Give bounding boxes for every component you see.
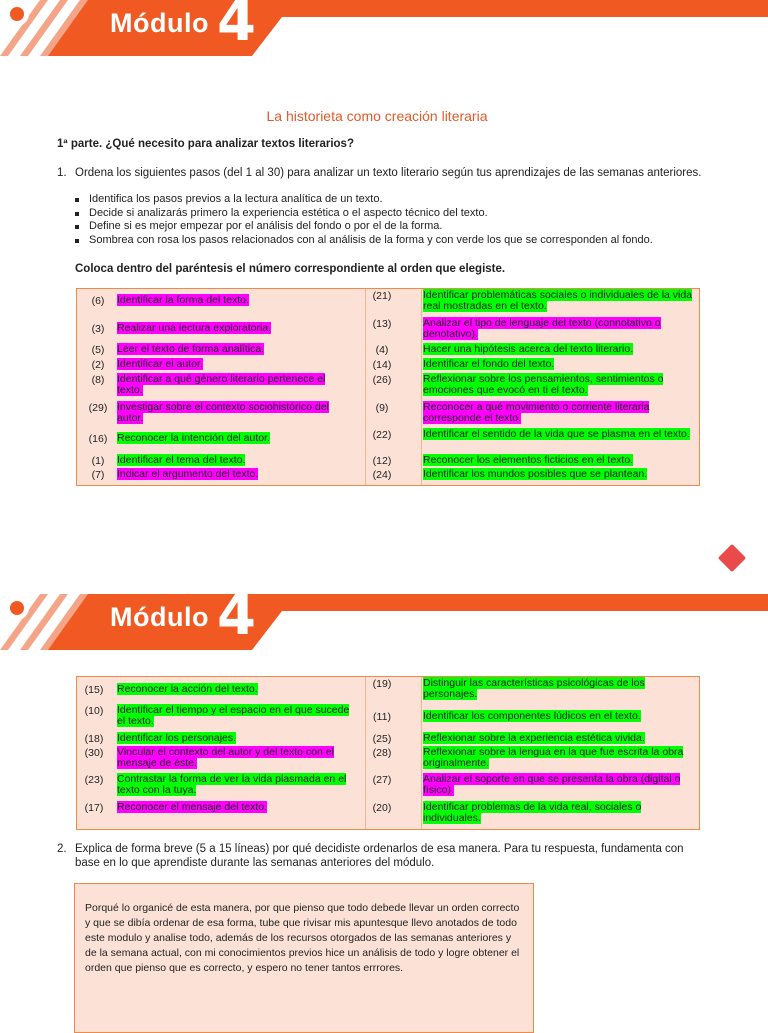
step-text: Identificar la forma del texto. xyxy=(117,294,249,306)
step-text: Reconocer el mensaje del texto. xyxy=(117,801,267,813)
order-number[interactable]: (3) xyxy=(91,323,105,335)
step-text: Identificar problemas de la vida real, sociales o individuales. xyxy=(423,801,642,825)
step-text: Reflexionar sobre los pensamientos, sentimientos o emociones que evocó en ti el texto. xyxy=(423,373,664,397)
bullet-item: Define si es mejor empezar por el análisis del fondo o por el de la forma. xyxy=(75,220,653,234)
bullet-item: Decide si analizarás primero la experiencia estética o el aspecto técnico del texto. xyxy=(75,207,653,221)
order-number[interactable]: (20) xyxy=(372,802,392,814)
step-text: Reconocer la acción del texto. xyxy=(117,683,258,695)
step-text: Identificar el tiempo y el espacio en el que sucede el texto. xyxy=(117,704,350,728)
step-text: Vincular el contexto del autor y del texto con el mensaje de éste. xyxy=(117,746,334,770)
step-text: Indicar el argumento del texto. xyxy=(117,468,259,480)
order-number[interactable]: (29) xyxy=(88,402,108,414)
order-number[interactable]: (6) xyxy=(91,295,105,307)
bullet-list xyxy=(75,193,653,247)
part-heading: 1ª parte. ¿Qué necesito para analizar textos literarios? xyxy=(57,138,354,150)
order-number[interactable]: (9) xyxy=(375,402,389,414)
steps-table-2 xyxy=(76,676,700,830)
step-text: Analizar el tipo de lenguaje del texto (connotativo o denotativo). xyxy=(423,317,661,341)
step-text: Reconocer a qué movimiento o corriente literaria corresponde el texto. xyxy=(423,401,650,425)
step-text: Identificar los mundos posibles que se plantean. xyxy=(423,468,648,480)
step-text: Leer el texto de forma analítica. xyxy=(117,343,265,355)
order-number[interactable]: (24) xyxy=(372,469,392,481)
order-number[interactable]: (28) xyxy=(372,747,392,759)
step-text: Reconocer los elementos ficticios en el texto. xyxy=(423,454,634,466)
item2-number: 2. xyxy=(57,843,67,855)
page-marker-icon xyxy=(718,544,746,572)
bullet-item: Sombrea con rosa los pasos relacionados con al análisis de la forma y con verde los que se corresponden al fondo. xyxy=(75,234,653,248)
order-number[interactable]: (12) xyxy=(372,455,392,467)
order-number[interactable]: (17) xyxy=(84,802,104,814)
step-text: Realizar una lectura exploratoria. xyxy=(117,322,272,334)
order-number[interactable]: (22) xyxy=(372,429,392,441)
module-number: 4 xyxy=(217,0,256,54)
module-banner-top xyxy=(0,0,768,56)
order-number[interactable]: (15) xyxy=(84,684,104,696)
order-number[interactable]: (1) xyxy=(91,455,105,467)
order-number[interactable]: (27) xyxy=(372,774,392,786)
step-text: Reconocer la intención del autor. xyxy=(117,432,270,444)
table-instruction: Coloca dentro del paréntesis el número correspondiente al orden que elegiste. xyxy=(75,263,506,275)
order-number[interactable]: (2) xyxy=(91,359,105,371)
order-number[interactable]: (7) xyxy=(91,469,105,481)
item2-text: Explica de forma breve (5 a 15 líneas) por qué decidiste ordenarlos de esa manera. Para tu respuesta, fundamenta con base en lo que aprendiste durante las semanas anteriores del módulo. xyxy=(75,843,684,869)
order-number[interactable]: (16) xyxy=(88,433,108,445)
page-title: La historieta como creación literaria xyxy=(266,108,488,124)
step-text: Identificar el fondo del texto. xyxy=(423,358,555,370)
order-number[interactable]: (11) xyxy=(373,711,391,723)
step-text: Identificar problemáticas sociales o individuales de la vida real mostradas en el texto. xyxy=(423,289,693,313)
step-text: Reflexionar sobre la experiencia estética vivida. xyxy=(423,732,645,744)
step-text: Identificar los componentes lúdicos en el texto. xyxy=(423,710,641,722)
bullet-item: Identifica los pasos previos a la lectura analítica de un texto. xyxy=(75,193,653,207)
step-text: Distinguir las características psicológicas de los personajes. xyxy=(423,677,645,701)
module-label: Módulo xyxy=(110,602,209,632)
step-text: Identificar los personajes. xyxy=(117,732,237,744)
order-number[interactable]: (5) xyxy=(91,344,105,356)
order-number[interactable]: (30) xyxy=(84,747,104,759)
module-number: 4 xyxy=(217,594,256,648)
order-number[interactable]: (21) xyxy=(372,290,392,302)
step-text: Identificar el autor. xyxy=(117,358,203,370)
order-number[interactable]: (23) xyxy=(84,774,104,786)
item1-number: 1. xyxy=(57,167,67,179)
order-number[interactable]: (10) xyxy=(84,705,104,717)
answer-box[interactable]: Porqué lo organicé de esta manera, por que pienso que todo debede llevar un orden correcto y que se dibía ordenar de esa forma, tube que rivisar mis apuntesque llevo anotados de todo este modulo y analise todo, además de los recursos otorgados de las semanas anteriores y de la semana actual, con mi conocimientos previos hice un análisis de todo y logre obtener el orden que pienso que es correcto, y espero no tener tantos errrores. xyxy=(74,883,534,1033)
step-text: Analizar el soporte en que se presenta la obra (digital o físico). xyxy=(423,773,681,797)
steps-table-1 xyxy=(76,288,700,486)
order-number[interactable]: (25) xyxy=(372,733,392,745)
module-banner-second xyxy=(0,594,768,650)
step-text: Identificar el sentido de la vida que se plasma en el texto. xyxy=(423,428,690,440)
step-text: Hacer una hipótesis acerca del texto literario. xyxy=(423,343,634,355)
step-text: Identificar a qué género literario pertenece el texto. xyxy=(117,373,326,397)
item1-text: Ordena los siguientes pasos (del 1 al 30) para analizar un texto literario según tus aprendizajes de las semanas anteriores. xyxy=(75,167,702,179)
step-text: Reflexionar sobre la lengua en la que fue escrita la obra originalmente. xyxy=(423,746,684,770)
step-text: Identificar el tema del texto. xyxy=(117,454,246,466)
order-number[interactable]: (13) xyxy=(372,318,392,330)
order-number[interactable]: (8) xyxy=(91,374,105,386)
order-number[interactable]: (14) xyxy=(372,359,392,371)
order-number[interactable]: (19) xyxy=(372,678,392,690)
prepa-en-linea-logo xyxy=(0,0,34,28)
module-label: Módulo xyxy=(110,8,209,38)
step-text: Investigar sobre el contexto sociohistórico del autor. xyxy=(117,401,329,425)
prepa-en-linea-logo xyxy=(0,594,34,622)
order-number[interactable]: (26) xyxy=(372,374,392,386)
order-number[interactable]: (18) xyxy=(84,733,104,745)
step-text: Contrastar la forma de ver la vida plasmada en el texto con la tuya. xyxy=(117,773,347,797)
order-number[interactable]: (4) xyxy=(375,344,389,356)
